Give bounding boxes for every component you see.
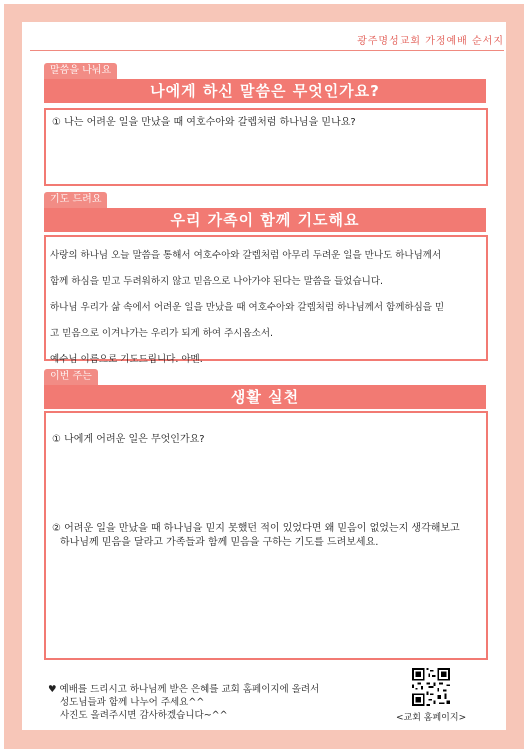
header-title: 광주명성교회 가정예배 순서지: [357, 36, 504, 47]
footer-line-2: 성도님들과 함께 나누어 주세요^^: [60, 697, 205, 708]
section1-title: 나에게 하신 말씀은 무엇인가요?: [44, 79, 486, 103]
section2-title: 우리 가족이 함께 기도해요: [44, 208, 486, 232]
section3-box: [44, 411, 488, 660]
header-divider: [30, 50, 504, 51]
practice-question-1: ① 나에게 어려운 일은 무엇인가요?: [52, 434, 205, 445]
section2-box: [44, 235, 488, 365]
practice-question-2-line2: 하나님께 믿음을 달라고 가족들과 함께 믿음을 구하는 기도를 드려보세요.: [60, 537, 379, 548]
section1-tag: 말씀을 나눠요: [44, 63, 117, 79]
qr-code-icon[interactable]: [412, 668, 450, 706]
prayer-line: 함께 하심을 믿고 두려워하지 않고 믿음으로 나아가야 된다는 말씀을 들었습니다.: [50, 276, 384, 287]
section1-question: ① 나는 어려운 일을 만났을 때 여호수아와 갈렙처럼 하나님을 믿나요?: [52, 117, 356, 128]
prayer-line: 고 믿음으로 이겨나가는 우리가 되게 하여 주시옵소서.: [50, 328, 274, 339]
section1-box: [44, 108, 488, 186]
prayer-line: 하나님 우리가 삶 속에서 어려운 일을 만났을 때 여호수아와 갈렙처럼 하나님께서 함께하심을 믿: [50, 302, 445, 313]
section3-tag: 이번 주는: [44, 369, 98, 385]
prayer-line: 예수님 이름으로 기도드립니다. 아멘.: [50, 354, 203, 365]
section3-title: 생활 실천: [44, 385, 486, 409]
footer-line-1: ♥ 예배를 드리시고 하나님께 받은 은혜를 교회 홈페이지에 올려서: [48, 684, 320, 695]
qr-caption: <교회 홈페이지>: [396, 713, 467, 723]
practice-question-2-line1: ② 어려운 일을 만났을 때 하나님을 믿지 못했던 적이 있었다면 왜 믿음이 없었는지 생각해보고: [52, 523, 460, 534]
footer-note: [48, 683, 319, 722]
footer-line-3: 사진도 올려주시면 감사하겠습니다~^^: [60, 710, 228, 721]
prayer-text: [50, 243, 482, 373]
section2-tag: 기도 드려요: [44, 192, 107, 208]
prayer-line: 사랑의 하나님 오늘 말씀을 통해서 여호수아와 갈렙처럼 아무리 두려운 일을 만나도 하나님께서: [50, 250, 442, 261]
